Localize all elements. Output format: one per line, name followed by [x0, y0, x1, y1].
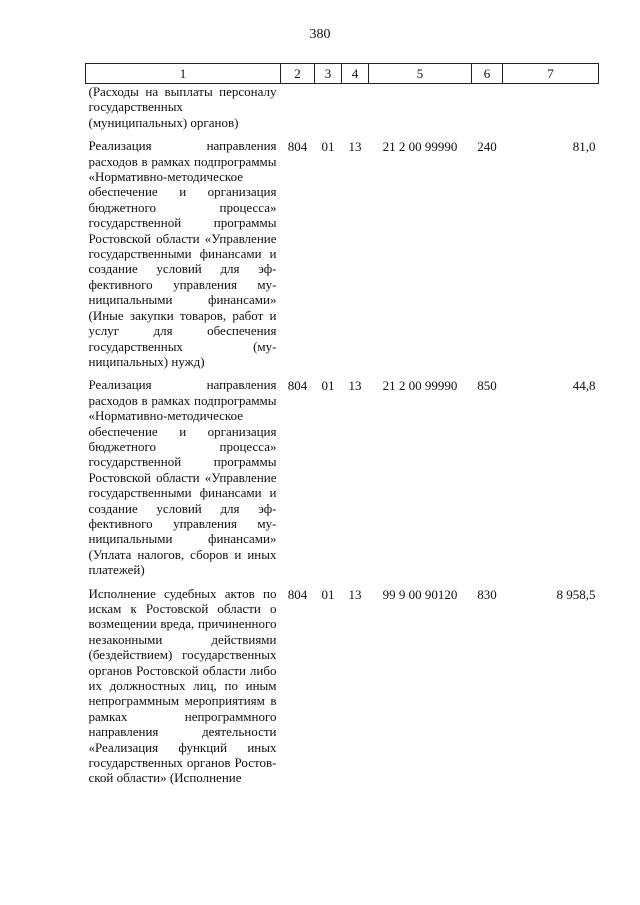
budget-table [85, 63, 599, 786]
ministry-code [281, 84, 315, 139]
expense-name: (Расходы на выплаты персоналу государственных (муниципальных) органов) [88, 84, 277, 130]
column-header: 7 [503, 64, 599, 84]
column-header: 3 [315, 64, 342, 84]
column-header: 4 [342, 64, 369, 84]
expense-name: Реализация направления расходов в рамках подпрограммы «Нормативно-методическое обеспечение и организация бюджетного процесса» государственной программы Ростовской области «Управление государственными финансами и создание условий для эффективного управления муниципальными финансами» (Иные закупки товаров, работ и услуг для обеспечения государственных (муниципальных) нужд) [88, 138, 277, 369]
target-article-code: 21 2 00 99990 [382, 139, 458, 155]
expense-type-code [472, 84, 503, 139]
ministry-code: 804 [287, 378, 308, 394]
ministry-code: 804 [287, 139, 308, 155]
table-header-row [86, 64, 599, 84]
column-header: 2 [281, 64, 315, 84]
amount [503, 84, 599, 139]
column-header: 5 [369, 64, 472, 84]
target-article-code: 99 9 00 90120 [382, 586, 458, 602]
column-header: 1 [86, 64, 281, 84]
amount: 44,8 [572, 378, 596, 394]
subsection-code: 13 [348, 139, 362, 155]
section-code: 01 [321, 378, 335, 394]
target-article-code [369, 84, 472, 139]
amount: 81,0 [572, 139, 596, 155]
expense-name: Реализация направления расходов в рамках подпрограммы «Нормативно-методическое обеспечение и организация бюджетного процесса» государственной программы Ростовской области «Управление государственными финансами и создание условий для эффективного управления муниципальными финансами» (Уплата налогов, сборов и иных платежей) [88, 377, 277, 578]
expense-type-code: 830 [477, 586, 497, 602]
page-number: 380 [309, 27, 331, 42]
section-code: 01 [321, 586, 335, 602]
subsection-code: 13 [348, 586, 362, 602]
section-code: 01 [321, 139, 335, 155]
table-row [86, 138, 599, 377]
table-row [86, 586, 599, 786]
expense-name: Исполнение судебных актов по искам к Ростовской области о возмещении вреда, причиненного незаконными действиями (бездействием) государственных органов Ростовской области либо их должностных лиц, по иным непрограммным мероприятиям в рамках непрограммного направления деятельности «Реализация функций иных государственных органов Ростовской области» (Исполнение [88, 585, 277, 786]
target-article-code: 21 2 00 99990 [382, 378, 458, 394]
table-row [86, 377, 599, 585]
ministry-code: 804 [287, 586, 308, 602]
column-header: 6 [472, 64, 503, 84]
subsection-code [342, 84, 369, 139]
expense-type-code: 850 [477, 378, 497, 394]
amount: 8 958,5 [556, 586, 596, 602]
subsection-code: 13 [348, 378, 362, 394]
table-row [86, 84, 599, 139]
section-code [315, 84, 342, 139]
expense-type-code: 240 [477, 139, 497, 155]
